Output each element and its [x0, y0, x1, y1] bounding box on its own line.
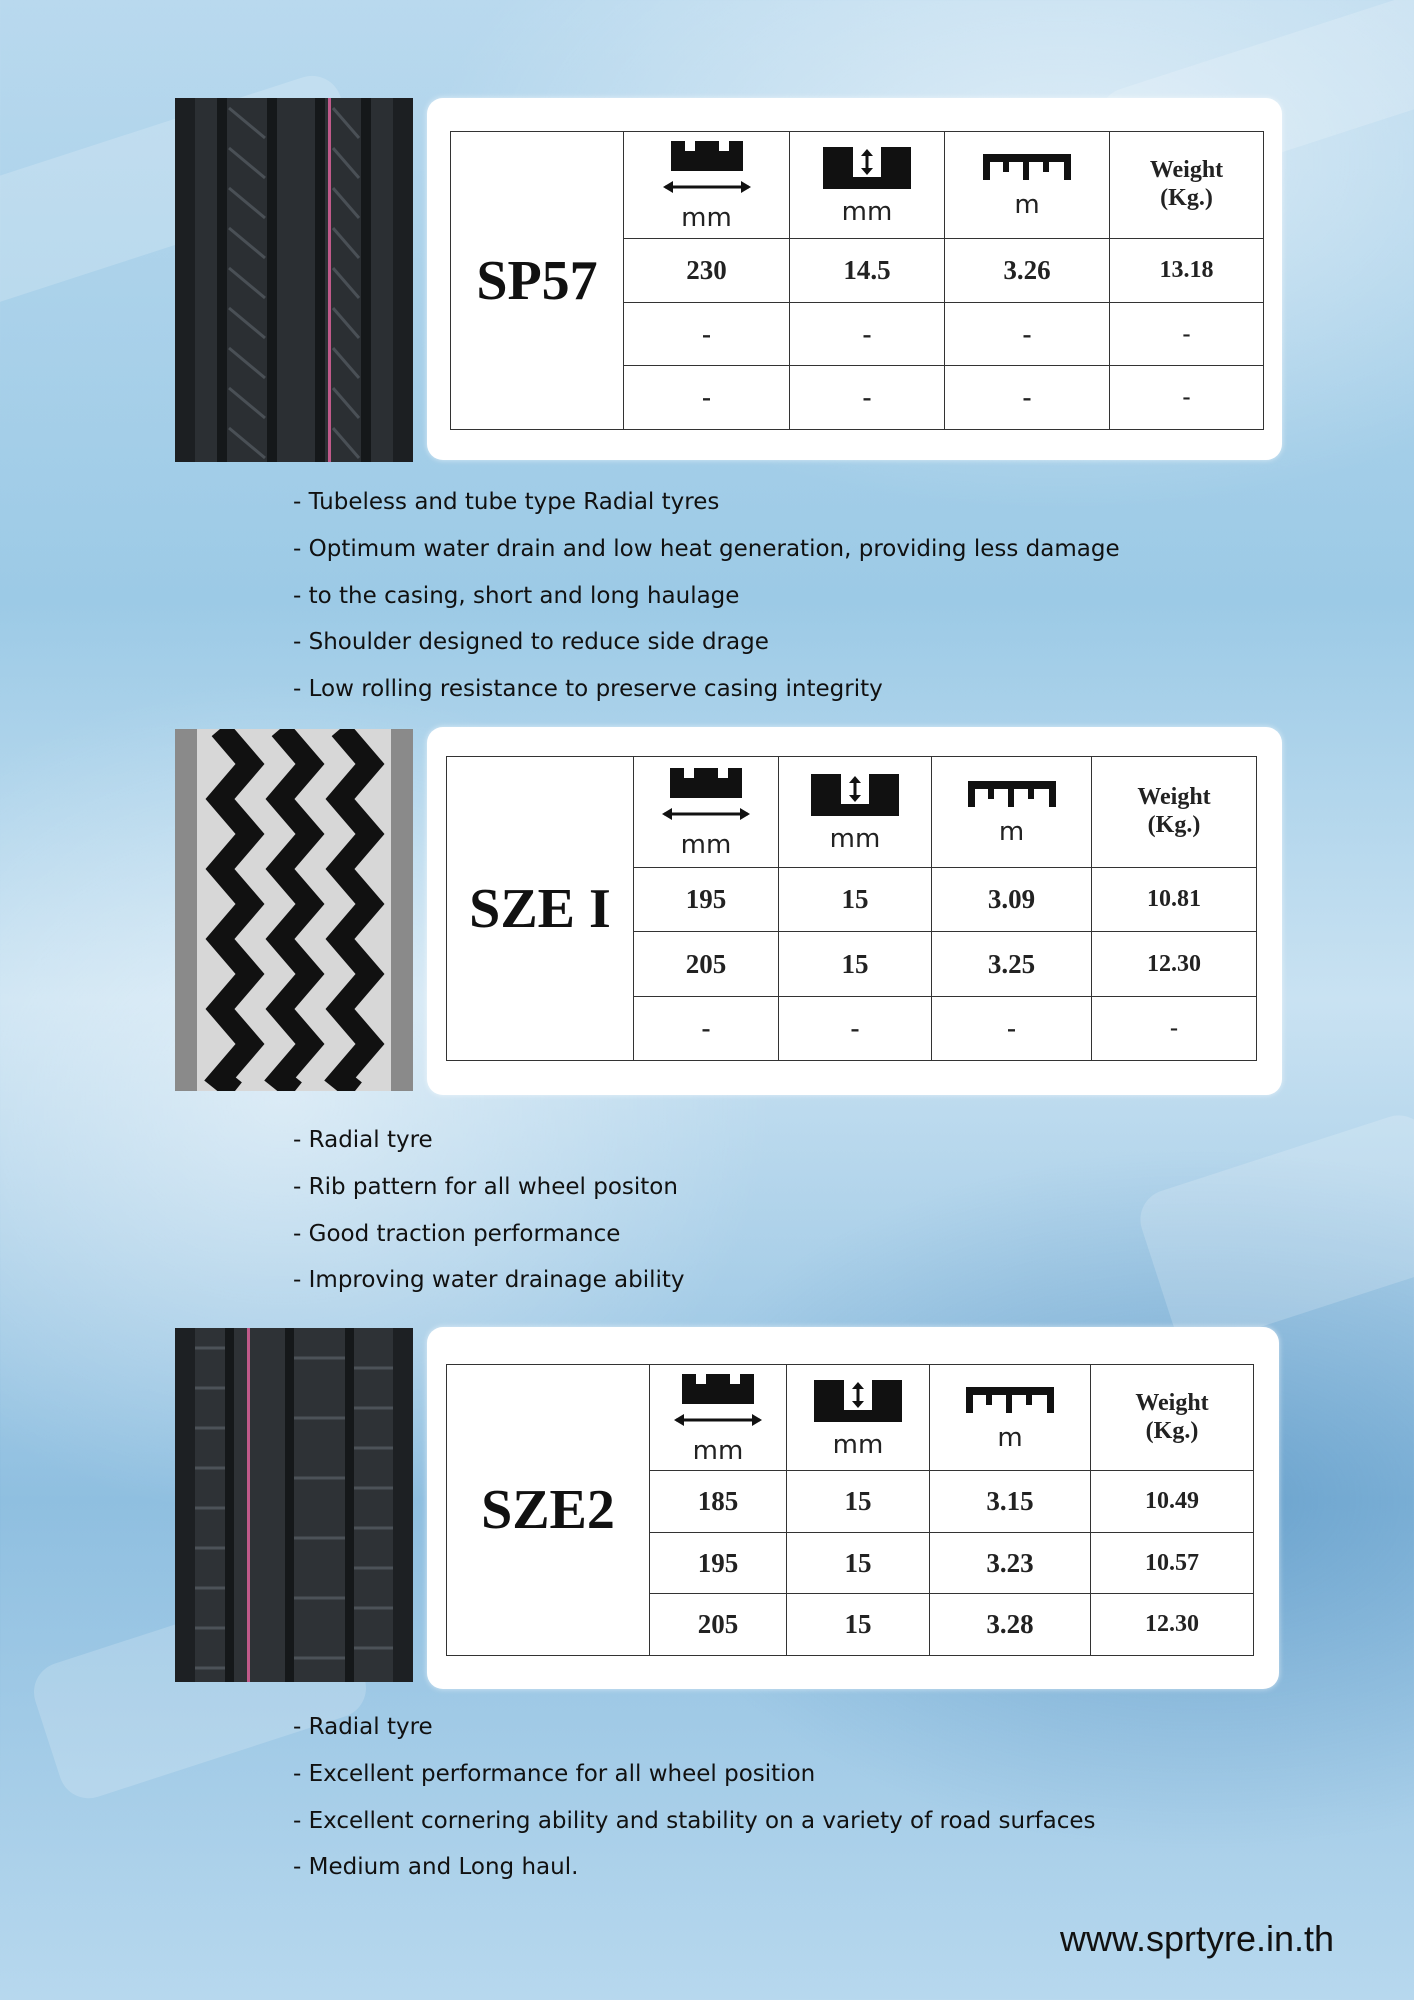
feature-item: - Good traction performance	[293, 1211, 685, 1258]
unit-label: mm	[841, 197, 893, 227]
model-name: SZE2	[447, 1365, 650, 1656]
feature-item: - Rib pattern for all wheel positon	[293, 1164, 685, 1211]
website-url[interactable]: www.sprtyre.in.th	[1060, 1918, 1335, 1959]
unit-label: mm	[829, 824, 881, 854]
table-cell: 15	[779, 932, 932, 997]
feature-item: - Tubeless and tube type Radial tyres	[293, 479, 1120, 526]
table-cell: 10.49	[1091, 1471, 1254, 1533]
table-cell: 3.28	[930, 1594, 1091, 1656]
tread-depth-header	[790, 132, 945, 239]
table-cell: -	[1092, 997, 1257, 1061]
weight-label: Weight	[1149, 157, 1224, 184]
weight-unit-label: (Kg.)	[1145, 1417, 1199, 1444]
tread-width-header	[634, 757, 779, 868]
tread-depth-header	[779, 757, 932, 868]
weight-unit-label: (Kg.)	[1160, 185, 1213, 211]
table-cell: 195	[650, 1533, 787, 1594]
table-cell: -	[945, 366, 1110, 430]
spec-table-sze2	[446, 1364, 1254, 1656]
feature-item: - Improving water drainage ability	[293, 1257, 685, 1304]
feature-item: - Medium and Long haul.	[293, 1844, 1096, 1891]
table-cell: 205	[650, 1594, 787, 1656]
weight-unit-label: (Kg.)	[1147, 812, 1201, 838]
tread-depth-icon	[819, 143, 915, 193]
weight-header	[1092, 757, 1257, 868]
table-cell: -	[634, 997, 779, 1061]
weight-header	[1091, 1365, 1254, 1471]
feature-item: - Shoulder designed to reduce side drage	[293, 619, 1120, 666]
unit-label: mm	[692, 1435, 744, 1466]
tread-image-sze2	[175, 1328, 413, 1682]
unit-label: m	[1014, 190, 1040, 220]
ruler-icon	[962, 1383, 1058, 1419]
feature-item: - Radial tyre	[293, 1117, 685, 1164]
model-name: SP57	[451, 132, 624, 430]
unit-label: m	[998, 817, 1025, 847]
table-cell: -	[945, 303, 1110, 366]
tread-width-header	[624, 132, 790, 239]
unit-label: mm	[680, 830, 732, 860]
table-cell: -	[779, 997, 932, 1061]
table-cell: -	[1110, 303, 1264, 366]
spec-table-sp57	[450, 131, 1264, 430]
weight-header	[1110, 132, 1264, 239]
circumference-header	[945, 132, 1110, 239]
table-cell: 15	[787, 1533, 930, 1594]
tread-depth-icon	[807, 770, 903, 820]
table-cell: 3.25	[932, 932, 1092, 997]
table-cell: 13.18	[1110, 239, 1264, 303]
feature-item: - Optimum water drain and low heat generation, providing less damage	[293, 526, 1120, 573]
tread-width-icon	[658, 764, 754, 826]
unit-label: m	[997, 1422, 1023, 1453]
table-cell: 15	[779, 868, 932, 932]
table-cell: 3.09	[932, 868, 1092, 932]
tread-depth-icon	[810, 1376, 906, 1426]
table-cell: 10.81	[1092, 868, 1257, 932]
table-cell: 3.26	[945, 239, 1110, 303]
table-cell: 3.23	[930, 1533, 1091, 1594]
circumference-header	[932, 757, 1092, 868]
tread-width-header	[650, 1365, 787, 1471]
weight-label: Weight	[1135, 1389, 1209, 1416]
feature-item: - Excellent cornering ability and stability on a variety of road surfaces	[293, 1798, 1096, 1845]
table-cell: 15	[787, 1471, 930, 1533]
table-cell: 10.57	[1091, 1533, 1254, 1594]
feature-list-sze-i	[293, 1117, 685, 1304]
table-cell: 185	[650, 1471, 787, 1533]
table-cell: 195	[634, 868, 779, 932]
table-cell: 15	[787, 1594, 930, 1656]
model-name: SZE I	[447, 757, 634, 1061]
table-cell: 12.30	[1091, 1594, 1254, 1656]
tread-depth-header	[787, 1365, 930, 1471]
table-cell: -	[624, 303, 790, 366]
table-cell: -	[932, 997, 1092, 1061]
table-cell: 230	[624, 239, 790, 303]
circumference-header	[930, 1365, 1091, 1471]
feature-list-sp57	[293, 479, 1120, 713]
table-cell: 14.5	[790, 239, 945, 303]
feature-item: - to the casing, short and long haulage	[293, 573, 1120, 620]
unit-label: mm	[832, 1429, 884, 1460]
feature-list-sze2	[293, 1704, 1096, 1891]
feature-item: - Excellent performance for all wheel position	[293, 1751, 1096, 1798]
feature-item: - Radial tyre	[293, 1704, 1096, 1751]
ruler-icon	[979, 150, 1075, 186]
feature-item: - Low rolling resistance to preserve casing integrity	[293, 666, 1120, 713]
tread-width-icon	[670, 1370, 766, 1432]
table-cell: 205	[634, 932, 779, 997]
spec-table-sze-i	[446, 756, 1257, 1061]
table-cell: -	[624, 366, 790, 430]
unit-label: mm	[681, 203, 732, 233]
table-cell: -	[790, 366, 945, 430]
tread-image-sp57	[175, 98, 413, 462]
background-shape	[1133, 1108, 1414, 1353]
weight-label: Weight	[1137, 784, 1211, 811]
table-cell: 3.15	[930, 1471, 1091, 1533]
table-cell: -	[1110, 366, 1264, 430]
tread-image-sze-i	[175, 729, 413, 1091]
ruler-icon	[964, 777, 1060, 813]
table-cell: -	[790, 303, 945, 366]
tread-width-icon	[659, 137, 755, 199]
table-cell: 12.30	[1092, 932, 1257, 997]
